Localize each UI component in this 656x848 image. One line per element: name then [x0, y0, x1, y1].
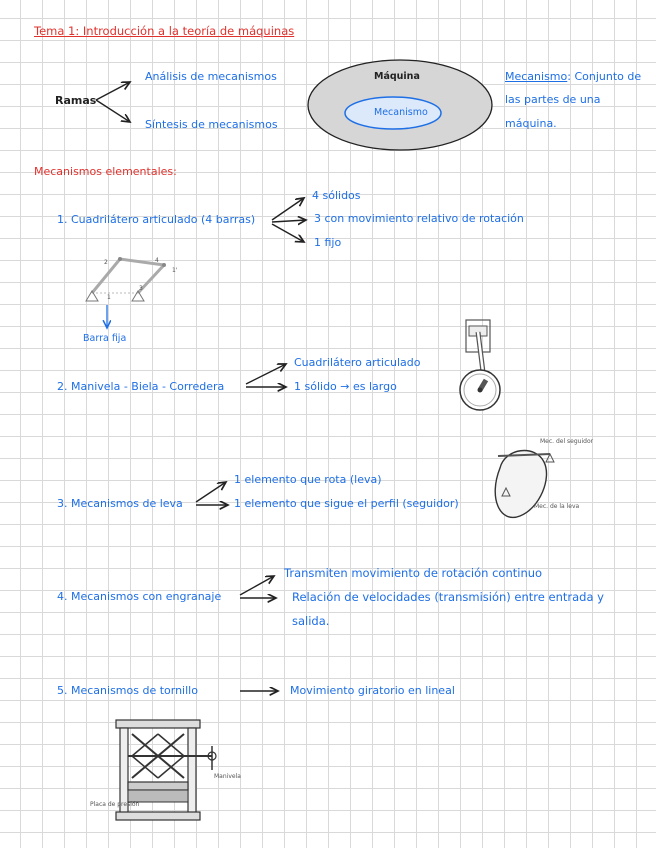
arrow-m3-a	[196, 482, 226, 502]
definition-line1	[505, 70, 641, 84]
venn-inner-label: Mecanismo	[374, 107, 428, 118]
m4-item-0: Transmiten movimiento de rotación continuo	[284, 566, 543, 580]
slider-crank-figure	[456, 318, 506, 418]
arrow-ramas-up	[96, 82, 130, 100]
arrow-m4-a	[240, 576, 274, 595]
section-title: Mecanismos elementales:	[34, 165, 177, 178]
m2-item-1: 1 sólido → es largo	[294, 380, 397, 393]
definition-line3: máquina.	[505, 117, 557, 130]
fig-four-bar-label-4: 4	[155, 257, 159, 264]
m3-item-1: 1 elemento que sigue el perfil (seguidor)	[234, 497, 459, 510]
fig-cam-follower-label: Mec. del seguidor	[540, 438, 594, 445]
venn-outer-label: Máquina	[374, 71, 420, 82]
arrow-m1-a	[272, 198, 304, 220]
m4-item-2: salida.	[292, 614, 330, 628]
rama-sintesis: Síntesis de mecanismos	[145, 118, 278, 131]
fig-four-bar-label-2: 2	[104, 259, 108, 266]
fig-four-bar-label-3: 3	[139, 285, 143, 292]
arrow-m1-b	[272, 220, 306, 222]
m3-label: 3. Mecanismos de leva	[57, 497, 183, 510]
definition-term: Mecanismo	[505, 70, 568, 83]
arrow-ramas-down	[96, 100, 130, 122]
m2-label: 2. Manivela - Biela - Corredera	[57, 380, 225, 393]
m2-item-0: Cuadrilátero articulado	[294, 356, 421, 369]
m5-label: 5. Mecanismos de tornillo	[57, 684, 198, 697]
m5-result: Movimiento giratorio en lineal	[290, 684, 455, 697]
m1-item-0: 4 sólidos	[312, 189, 361, 202]
page-title: Tema 1: Introducción a la teoría de máquinas	[34, 24, 295, 38]
fig-screw-plate-label: Placa de presión	[90, 801, 140, 808]
m3-item-0: 1 elemento que rota (leva)	[234, 473, 382, 486]
m1-item-1: 3 con movimiento relativo de rotación	[314, 212, 524, 225]
rama-analisis: Análisis de mecanismos	[145, 70, 277, 83]
arrow-m2-a	[246, 364, 286, 384]
m4-label: 4. Mecanismos con engranaje	[57, 590, 222, 603]
cam-figure	[480, 438, 570, 528]
m4-item-1: Relación de velocidades (transmisión) entre entrada y	[292, 590, 604, 604]
definition-line2: las partes de una	[505, 93, 601, 106]
fig-cam-label: Mec. de la leva	[534, 503, 580, 510]
arrow-m1-c	[272, 224, 304, 242]
m1-item-2: 1 fijo	[314, 236, 342, 249]
fig-four-bar-label-1: 1	[107, 294, 111, 301]
definition-rest: : Conjunto de	[567, 70, 642, 83]
m1-label: 1. Cuadrilátero articulado (4 barras)	[57, 213, 256, 226]
barra-fija-note: Barra fija	[83, 333, 127, 344]
fig-screw-handle-label: Manivela	[214, 773, 241, 780]
fig-four-bar-label-1p: 1'	[172, 267, 178, 274]
ramas-label: Ramas	[55, 94, 97, 107]
